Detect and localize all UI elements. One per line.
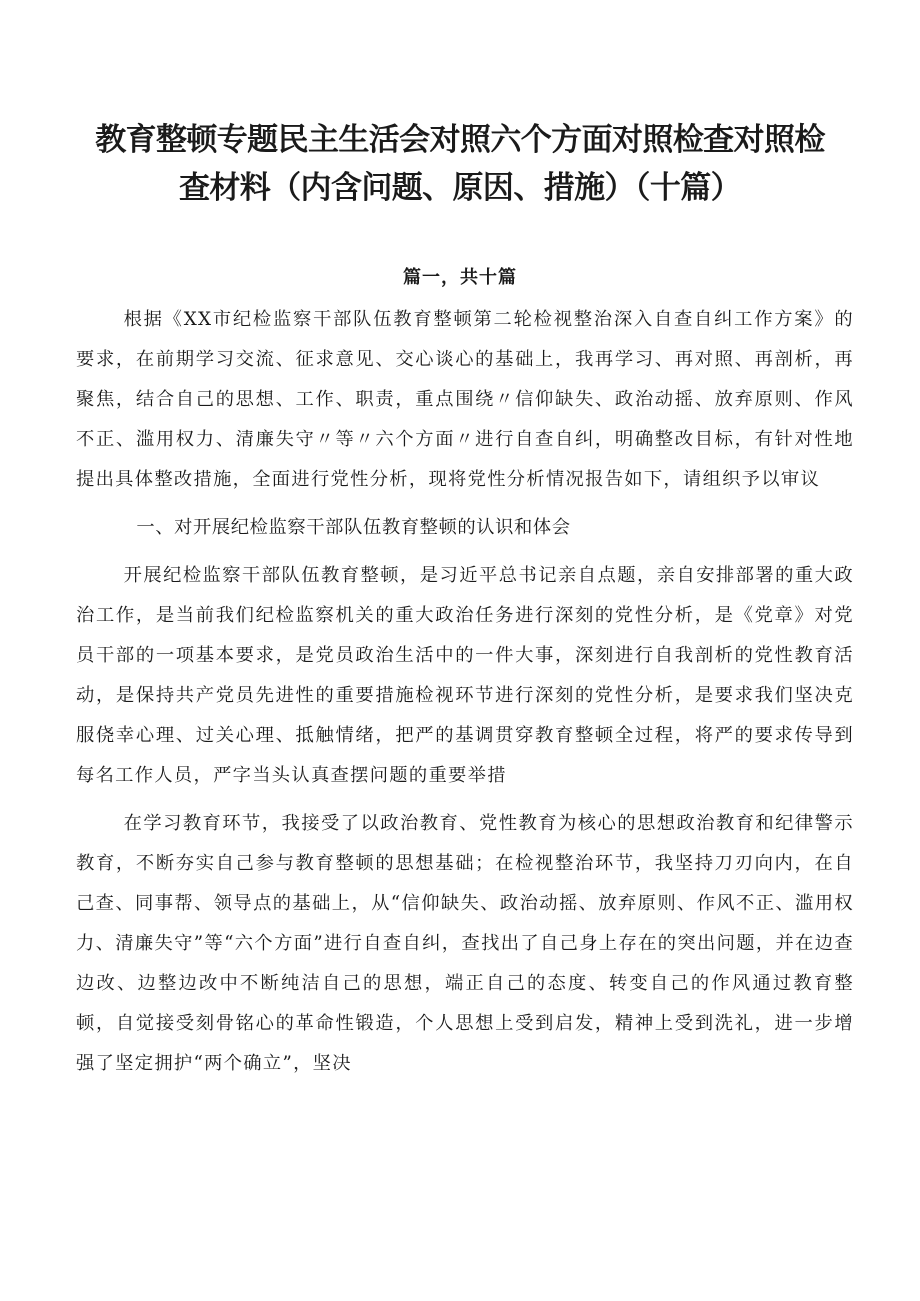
section-heading-1: 一、对开展纪检监察干部队伍教育整顿的认识和体会 [136,517,571,538]
document-title [60,118,860,214]
paragraph-intro: 根据《XX市纪检监察干部队伍教育整顿第二轮检视整治深入自查自纠工作方案》的要求，在前期学习交流、征求意见、交心谈心的基础上，我再学习、再对照、再剖析，再聚焦，结合自己的思想、工作、职责，重点围绕〃信仰缺失、政治动摇、放弃原则、作风不正、滥用权力、清廉失守〃等〃六个方面〃进行自查自纠，明确整改目标，有针对性地提出具体整改措施，全面进行党性分析，现将党性分析情况报告如下，请组织予以审议 [76,309,854,490]
spacer [76,796,854,804]
document-title-line-1: 教育整顿专题民主生活会对照六个方面对照检查对照检 [95,122,825,158]
paragraph-learning: 在学习教育环节，我接受了以政治教育、党性教育为核心的思想政治教育和纪律警示教育，不断夯实自己参与教育整顿的思想基础；在检视整治环节，我坚持刀刃向内，在自己查、同事帮、领导点的基础上，从“信仰缺失、政治动摇、放弃原则、作风不正、滥用权力、清廉失守”等“六个方面”进行自查自纠，查找出了自己身上存在的突出问题，并在边查边改、边整边改中不断纯洁自己的思想，端正自己的态度、转变自己的作风通过教育整顿，自觉接受刻骨铭心的革命性锻造，个人思想上受到启发，精神上受到洗礼，进一步增强了坚定拥护“两个确立”，坚决 [76,813,854,1074]
spacer [76,500,854,508]
document-subheading: 篇一，共十篇 [403,267,517,288]
document-title-line-2: 查材料（内含问题、原因、措施）（十篇） [178,170,742,206]
paragraph-understanding: 开展纪检监察干部队伍教育整顿，是习近平总书记亲自点题，亲自安排部署的重大政治工作，是当前我们纪检监察机关的重大政治任务进行深刻的党性分析，是《党章》对党员干部的一项基本要求，是党员政治生活中的一件大事，深刻进行自我剖析的党性教育活动，是保持共产党员先进性的重要措施检视环节进行深刻的党性分析，是要求我们坚决克服侥幸心理、过关心理、抵触情绪，把严的基调贯穿教育整顿全过程，将严的要求传导到每名工作人员，严字当头认真查摆问题的重要举措 [76,565,854,786]
spacer [76,548,854,556]
document-body [76,300,854,1084]
